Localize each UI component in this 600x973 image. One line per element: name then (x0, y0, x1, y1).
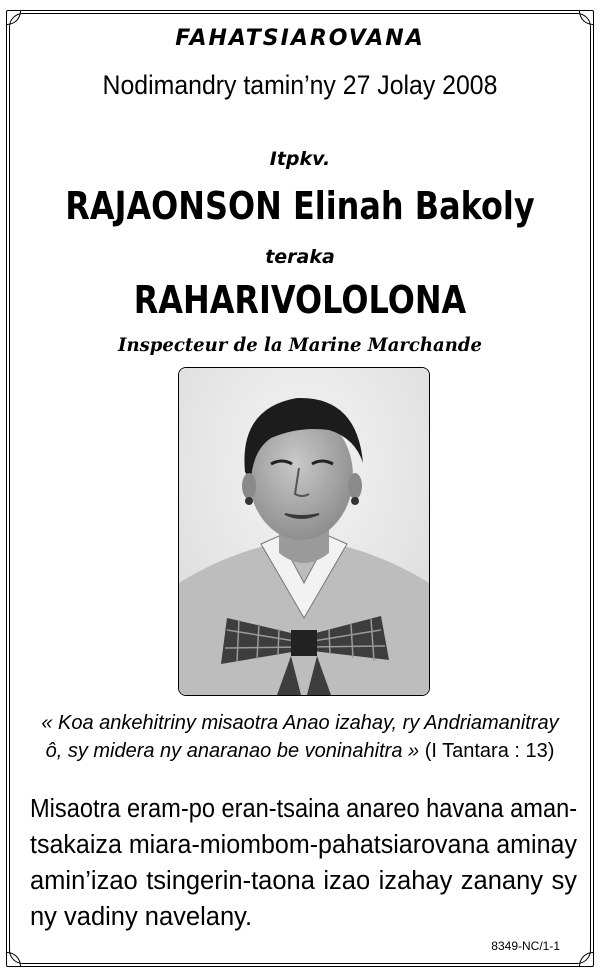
deceased-name: RAJAONSON Elinah Bakoly (65, 184, 535, 228)
spouse-role: Inspecteur de la Marine Marchande (118, 334, 482, 356)
scripture-quote-line-1 (30, 712, 570, 735)
notice-heading: FAHATSIAROVANA (175, 26, 425, 51)
thanks-message-line-2: tsakaiza miara-miombom-pahatsiarovana aminay (30, 831, 577, 859)
portrait-illustration (179, 368, 429, 695)
scripture-reference: (I Tantara : 13) (419, 740, 555, 762)
spouse-name: RAHARIVOLOLONA (133, 278, 467, 322)
scripture-quote-text: « Koa ankehitriny misaotra Anao izahay, ry Andriamanitray (41, 712, 559, 734)
portrait-photo (178, 367, 430, 696)
thanks-message-line-1: Misaotra eram-po eran-tsaina anareo havana aman- (30, 795, 578, 823)
death-date-line: Nodimandry tamin’ny 27 Jolay 2008 (102, 70, 498, 100)
thanks-message-line-4: ny vadiny navelany. (30, 903, 253, 931)
spouse-connector: teraka (265, 246, 335, 268)
honorific-title: Itpkv. (269, 148, 331, 170)
thanks-message-line-3: amin’izao tsingerin-taona izao izahay zanany sy (30, 867, 577, 895)
scripture-quote-text: ô, sy midera ny anaranao be voninahitra » (45, 740, 420, 762)
reference-code: 8349-NC/1-1 (491, 939, 560, 953)
scripture-quote-line-2 (30, 740, 570, 763)
